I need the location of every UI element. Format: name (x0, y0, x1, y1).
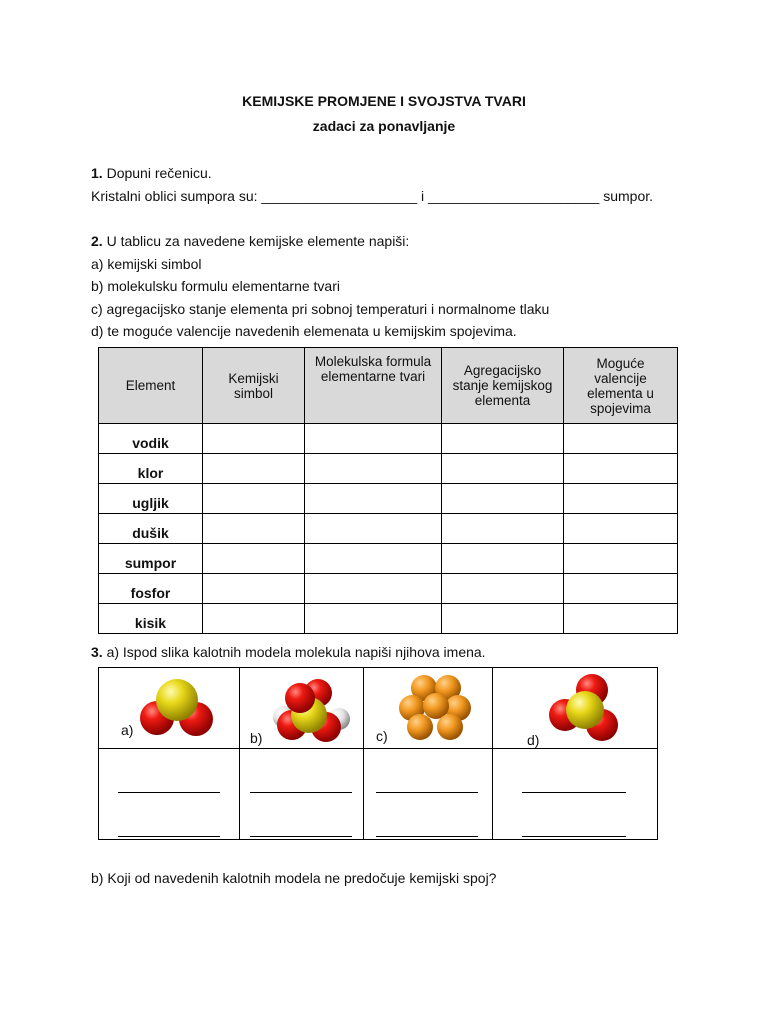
element-name: klor (99, 454, 203, 484)
model-cell-b (240, 668, 364, 749)
header-state: Agregacijsko stanje kemijskog elementa (442, 348, 564, 424)
so2-molecule-image (134, 673, 214, 743)
answer-line-b-2[interactable] (250, 836, 352, 837)
valence-cell[interactable] (564, 424, 678, 454)
model-cell-a (99, 668, 240, 749)
q2-item-c: c) agregacijsko stanje elementa pri sobnoj temperaturi i normalnome tlaku (91, 301, 550, 317)
q1-sentence (91, 188, 653, 204)
q2-number: 2. (91, 233, 103, 249)
symbol-cell[interactable] (203, 424, 305, 454)
state-cell[interactable] (442, 454, 564, 484)
valence-cell[interactable] (564, 514, 678, 544)
q3-number: 3. (91, 644, 103, 660)
model-label-b: b) (250, 730, 263, 746)
model-label-a: a) (121, 722, 134, 738)
symbol-cell[interactable] (203, 484, 305, 514)
element-name: kisik (99, 604, 203, 634)
q3-heading (91, 644, 486, 660)
model-label-d: d) (527, 732, 540, 748)
q2-item-d: d) te moguće valencije navedenih elemenata u kemijskim spojevima. (91, 323, 517, 339)
q1-instruction: Dopuni rečenicu. (102, 165, 212, 181)
answer-cell-a (99, 749, 240, 840)
answer-line-a-2[interactable] (118, 836, 220, 837)
q1-blank-1[interactable]: ____________________ (261, 188, 418, 204)
formula-cell[interactable] (305, 454, 442, 484)
models-answers-row (99, 749, 658, 840)
formula-cell[interactable] (305, 544, 442, 574)
element-name: ugljik (99, 484, 203, 514)
table-row (99, 424, 678, 454)
element-name: vodik (99, 424, 203, 454)
table-row (99, 514, 678, 544)
state-cell[interactable] (442, 574, 564, 604)
valence-cell[interactable] (564, 454, 678, 484)
model-label-c: c) (376, 728, 388, 744)
symbol-cell[interactable] (203, 604, 305, 634)
state-cell[interactable] (442, 604, 564, 634)
element-name: fosfor (99, 574, 203, 604)
answer-cell-c (364, 749, 493, 840)
q1-sentence-start: Kristalni oblici sumpora su: (91, 188, 262, 204)
models-table (98, 667, 658, 840)
symbol-cell[interactable] (203, 514, 305, 544)
table-row (99, 544, 678, 574)
page-subtitle: zadaci za ponavljanje (312, 118, 456, 134)
header-valence: Moguće valencije elementa u spojevima (564, 348, 678, 424)
answer-line-c-2[interactable] (376, 836, 478, 837)
table-row (99, 484, 678, 514)
state-cell[interactable] (442, 544, 564, 574)
answer-line-c-1[interactable] (376, 792, 478, 793)
table-header-row (99, 348, 678, 424)
state-cell[interactable] (442, 484, 564, 514)
page-title: KEMIJSKE PROMJENE I SVOJSTVA TVARI (242, 93, 526, 109)
q2-item-a: a) kemijski simbol (91, 256, 202, 272)
element-name: sumpor (99, 544, 203, 574)
q1-blank-2[interactable]: ______________________ (428, 188, 600, 204)
symbol-cell[interactable] (203, 454, 305, 484)
q2-item-b: b) molekulsku formulu elementarne tvari (91, 278, 340, 294)
valence-cell[interactable] (564, 484, 678, 514)
header-element: Element (99, 348, 203, 424)
state-cell[interactable] (442, 424, 564, 454)
table-row (99, 604, 678, 634)
table-row (99, 454, 678, 484)
formula-cell[interactable] (305, 604, 442, 634)
header-symbol: Kemijski simbol (203, 348, 305, 424)
q2-instruction: U tablicu za navedene kemijske elemente napiši: (102, 233, 410, 249)
answer-line-a-1[interactable] (118, 792, 220, 793)
h2so4-molecule-image (262, 673, 352, 748)
model-cell-c (364, 668, 493, 749)
header-formula: Molekulska formula elementarne tvari (305, 348, 442, 424)
q1-connector: i (417, 188, 429, 204)
answer-cell-b (240, 749, 364, 840)
q2-heading (91, 233, 409, 249)
answer-cell-d (493, 749, 658, 840)
answer-line-d-1[interactable] (522, 792, 626, 793)
p4-molecule-image (396, 672, 476, 747)
valence-cell[interactable] (564, 574, 678, 604)
models-pictures-row (99, 668, 658, 749)
so3-molecule-image (545, 673, 625, 748)
formula-cell[interactable] (305, 484, 442, 514)
answer-line-d-2[interactable] (522, 836, 626, 837)
symbol-cell[interactable] (203, 574, 305, 604)
formula-cell[interactable] (305, 574, 442, 604)
symbol-cell[interactable] (203, 544, 305, 574)
formula-cell[interactable] (305, 424, 442, 454)
elements-table (98, 347, 678, 634)
q3-part-b: b) Koji od navedenih kalotnih modela ne predočuje kemijski spoj? (91, 870, 497, 886)
q1-sentence-end: sumpor. (599, 188, 654, 204)
valence-cell[interactable] (564, 604, 678, 634)
state-cell[interactable] (442, 514, 564, 544)
formula-cell[interactable] (305, 514, 442, 544)
q1-number: 1. (91, 165, 103, 181)
table-row (99, 574, 678, 604)
answer-line-b-1[interactable] (250, 792, 352, 793)
valence-cell[interactable] (564, 544, 678, 574)
element-name: dušik (99, 514, 203, 544)
q3-part-a: a) Ispod slika kalotnih modela molekula napiši njihova imena. (102, 644, 486, 660)
q1-heading (91, 165, 212, 181)
model-cell-d (493, 668, 658, 749)
